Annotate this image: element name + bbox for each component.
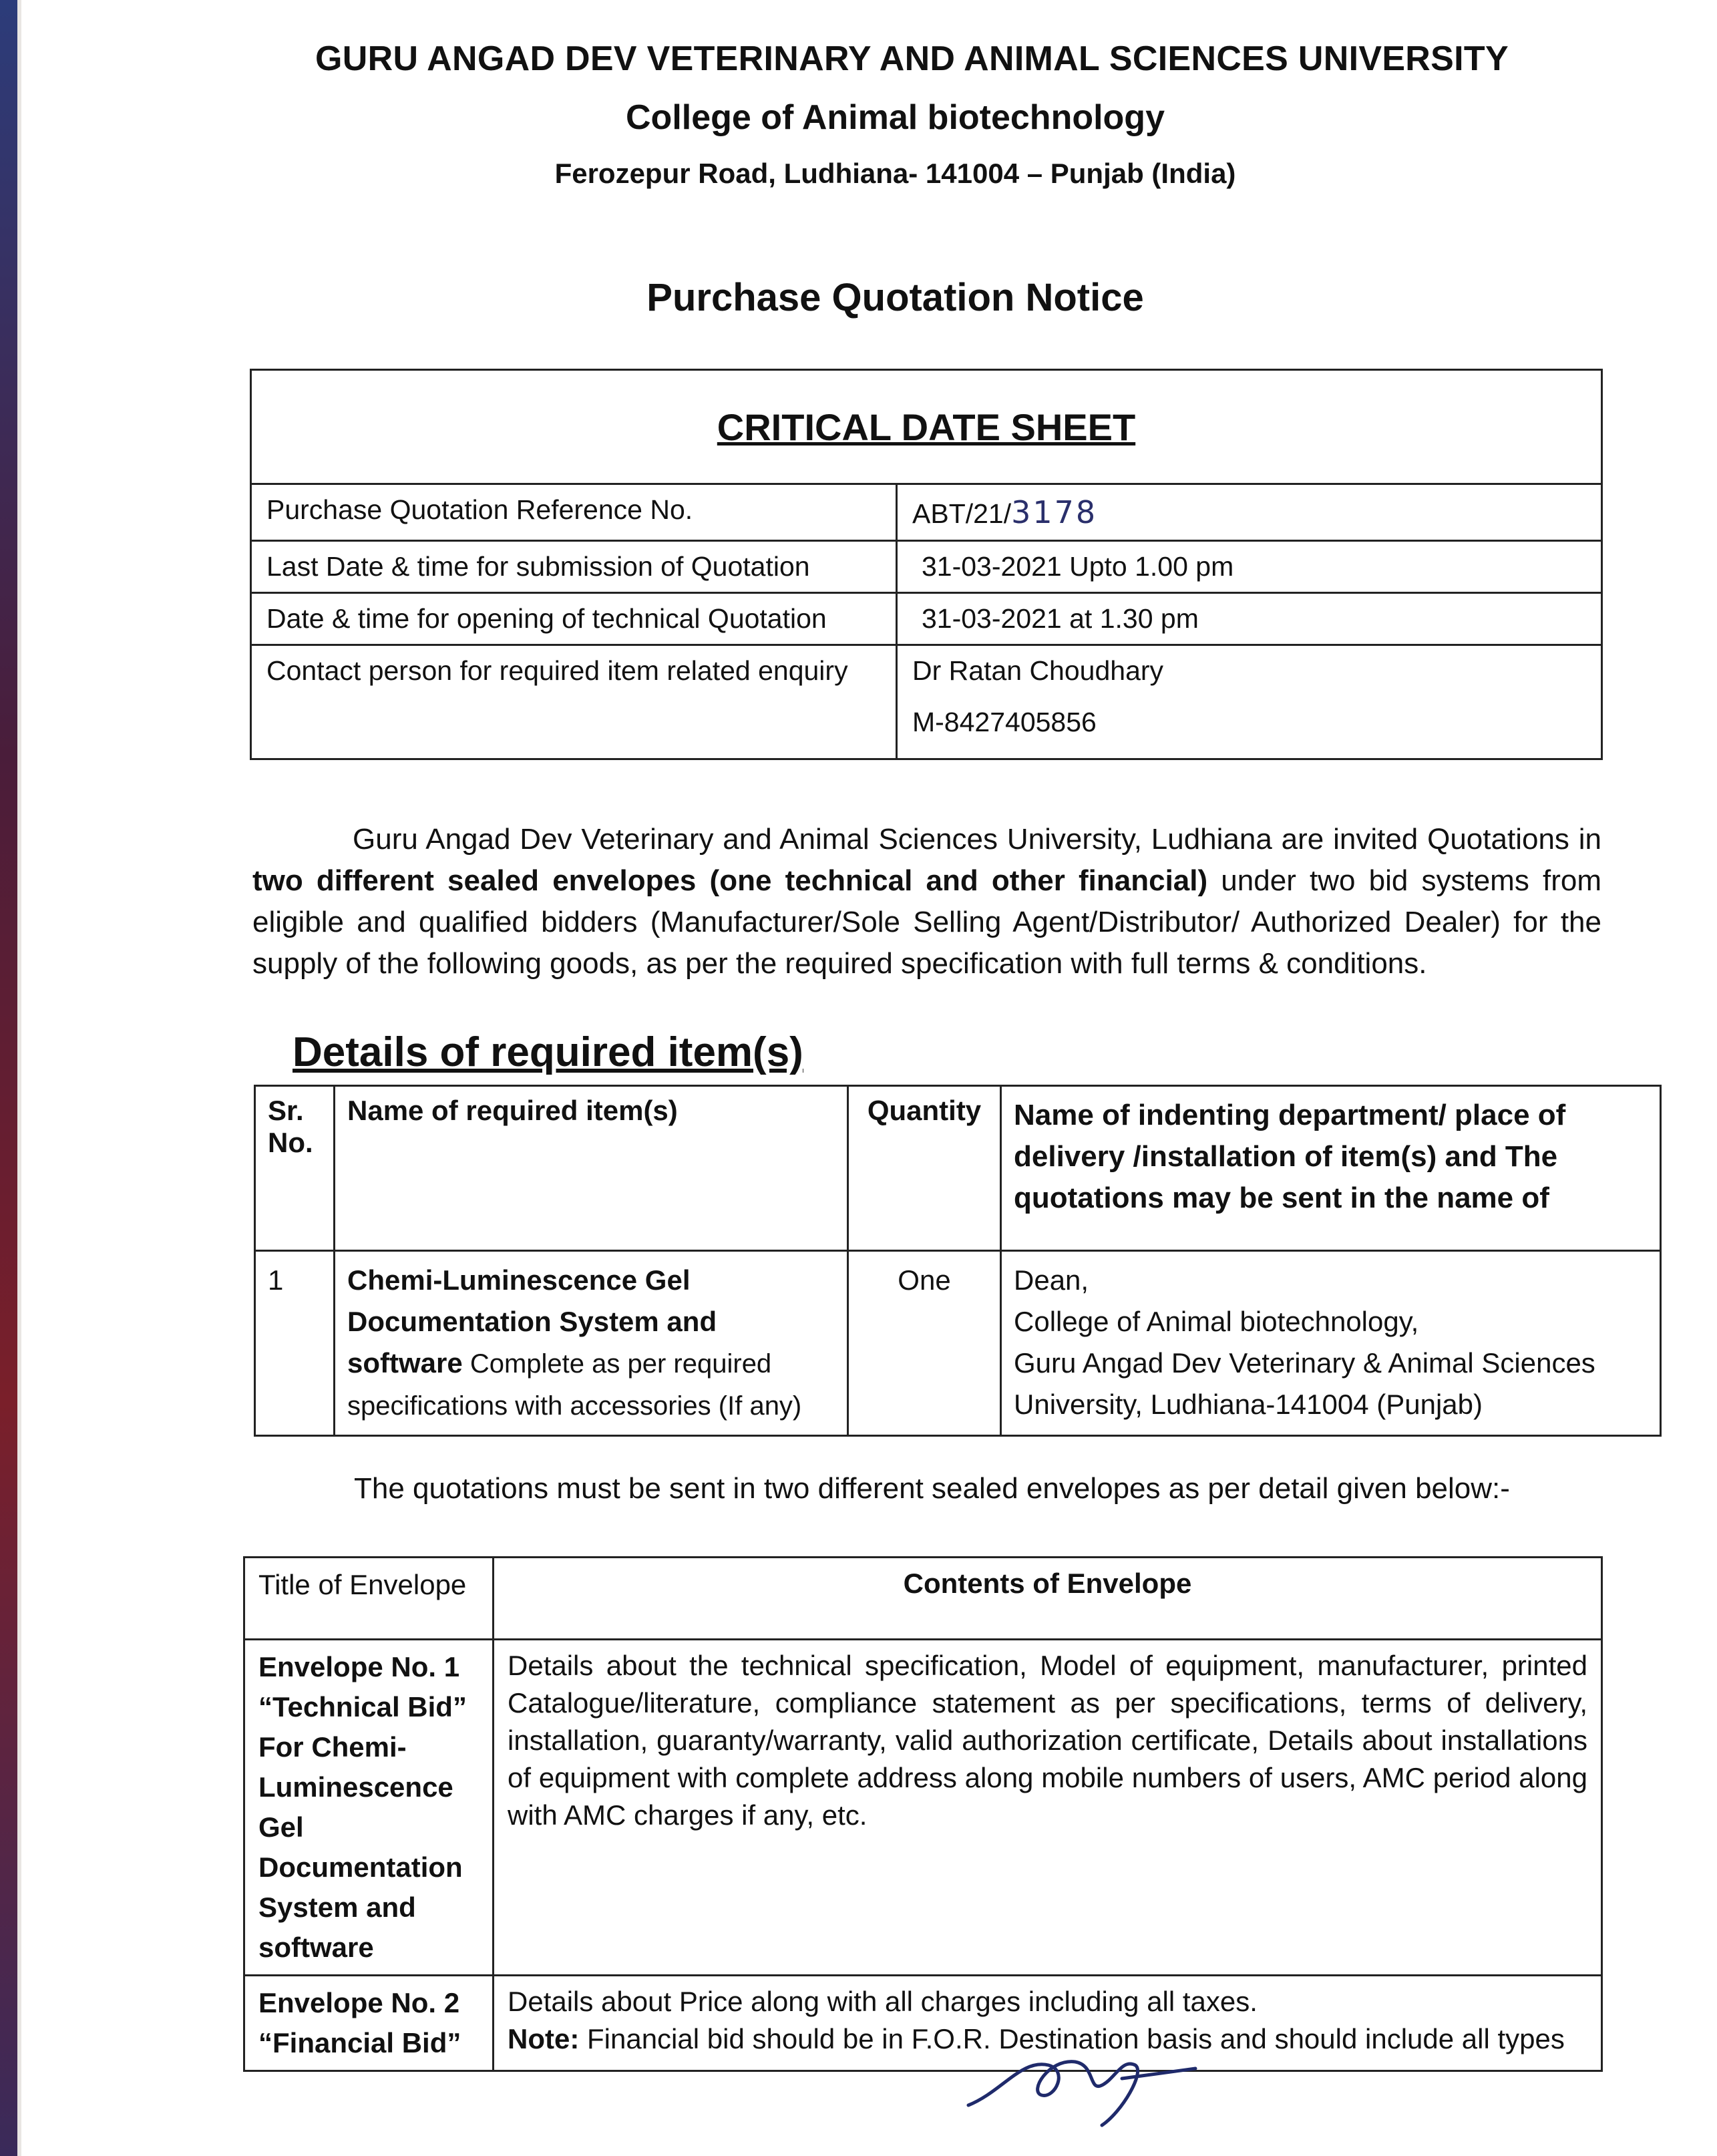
envelope-header-row bbox=[244, 1558, 1602, 1640]
reference-handwritten-number: 3178 bbox=[1011, 494, 1098, 530]
cds-row bbox=[251, 593, 1602, 645]
cds-label: Last Date & time for submission of Quotation bbox=[251, 541, 897, 593]
item-quantity: One bbox=[848, 1251, 1001, 1436]
header-envelope-contents: Contents of Envelope bbox=[494, 1558, 1602, 1640]
cds-label: Contact person for required item related enquiry bbox=[251, 645, 897, 759]
header-envelope-title: Title of Envelope bbox=[244, 1558, 494, 1640]
dept-line: Dean, bbox=[1014, 1264, 1089, 1296]
intro-paragraph bbox=[252, 819, 1601, 984]
contact-mobile: M-8427405856 bbox=[912, 707, 1097, 737]
table-row bbox=[244, 1640, 1602, 1976]
header-sr-no: Sr. No. bbox=[255, 1086, 335, 1251]
cds-label: Purchase Quotation Reference No. bbox=[251, 484, 897, 541]
envelope-intro: The quotations must be sent in two different sealed envelopes as per detail given below:- bbox=[354, 1472, 1510, 1505]
university-name: GURU ANGAD DEV VETERINARY AND ANIMAL SCIENCES UNIVERSITY bbox=[315, 39, 1509, 78]
item-name-rest: Complete as per required specifications with accessories (If any) bbox=[347, 1349, 802, 1421]
critical-date-sheet-title: CRITICAL DATE SHEET bbox=[717, 405, 1136, 448]
items-table bbox=[254, 1085, 1662, 1437]
dept-line: College of Animal biotechnology, bbox=[1014, 1306, 1419, 1337]
item-sr-no: 1 bbox=[255, 1251, 335, 1436]
cds-value bbox=[897, 645, 1602, 759]
item-name bbox=[335, 1251, 848, 1436]
header-quantity: Quantity bbox=[848, 1086, 1001, 1251]
items-heading: Details of required item(s) bbox=[293, 1029, 803, 1075]
cds-row bbox=[251, 645, 1602, 759]
items-header-row bbox=[255, 1086, 1661, 1251]
header-item-name: Name of required item(s) bbox=[335, 1086, 848, 1251]
table-row bbox=[244, 1976, 1602, 2071]
note-text: Financial bid should be in F.O.R. Destination basis and should include all types bbox=[579, 2023, 1565, 2054]
item-department bbox=[1001, 1251, 1661, 1436]
note-label: Note: bbox=[508, 2023, 580, 2054]
envelope-contents: Details about the technical specification, Model of equipment, manufacturer, printed Catalogue/literature, compliance statement as per specifications, terms of delivery, installation, guaranty/warranty, valid authorization certificate, Details about installations of equipment with complete address along mobile numbers of users, AMC period along with AMC charges if any, etc. bbox=[494, 1640, 1602, 1976]
table-row bbox=[255, 1251, 1661, 1436]
intro-text-2: under two bid systems from eligible and qualified bidders (Manufacturer/Sole Selling Agent/Distributor/ Authorized Dealer) for the supply of the following goods, as per the required specification with full terms & conditions. bbox=[252, 864, 1601, 980]
notice-title: Purchase Quotation Notice bbox=[646, 276, 1144, 319]
reference-prefix: ABT/21/ bbox=[912, 498, 1012, 529]
envelope-title: Envelope No. 2 “Financial Bid” bbox=[244, 1976, 494, 2071]
page-edge-line bbox=[17, 0, 21, 2156]
envelope-title: Envelope No. 1 “Technical Bid” For Chemi-Luminescence Gel Documentation System and software bbox=[244, 1640, 494, 1976]
intro-text-1: Guru Angad Dev Veterinary and Animal Sciences University, Ludhiana are invited Quotations in bbox=[353, 823, 1601, 856]
college-address: Ferozepur Road, Ludhiana- 141004 – Punjab (India) bbox=[554, 158, 1236, 189]
cds-value: 31-03-2021 Upto 1.00 pm bbox=[897, 541, 1602, 593]
contact-person: Dr Ratan Choudhary bbox=[912, 655, 1164, 686]
cds-value bbox=[897, 484, 1602, 541]
envelope-table bbox=[243, 1556, 1603, 2072]
item-name-bold: Chemi-Luminescence Gel Documentation System and software bbox=[347, 1264, 717, 1379]
cds-value: 31-03-2021 at 1.30 pm bbox=[897, 593, 1602, 645]
envelope-contents-line: Details about Price along with all charges including all taxes. bbox=[508, 1986, 1258, 2017]
dept-line: Guru Angad Dev Veterinary & Animal Sciences University, Ludhiana-141004 (Punjab) bbox=[1014, 1347, 1595, 1420]
critical-date-sheet bbox=[250, 369, 1603, 760]
cds-label: Date & time for opening of technical Quotation bbox=[251, 593, 897, 645]
college-name: College of Animal biotechnology bbox=[626, 98, 1165, 137]
cds-row bbox=[251, 541, 1602, 593]
page-edge bbox=[0, 0, 17, 2156]
header-department: Name of indenting department/ place of delivery /installation of item(s) and The quotations may be sent in the name of bbox=[1001, 1086, 1661, 1251]
intro-bold-text: two different sealed envelopes (one technical and other financial) bbox=[252, 864, 1208, 897]
cds-row bbox=[251, 484, 1602, 541]
signature bbox=[962, 2032, 1202, 2132]
